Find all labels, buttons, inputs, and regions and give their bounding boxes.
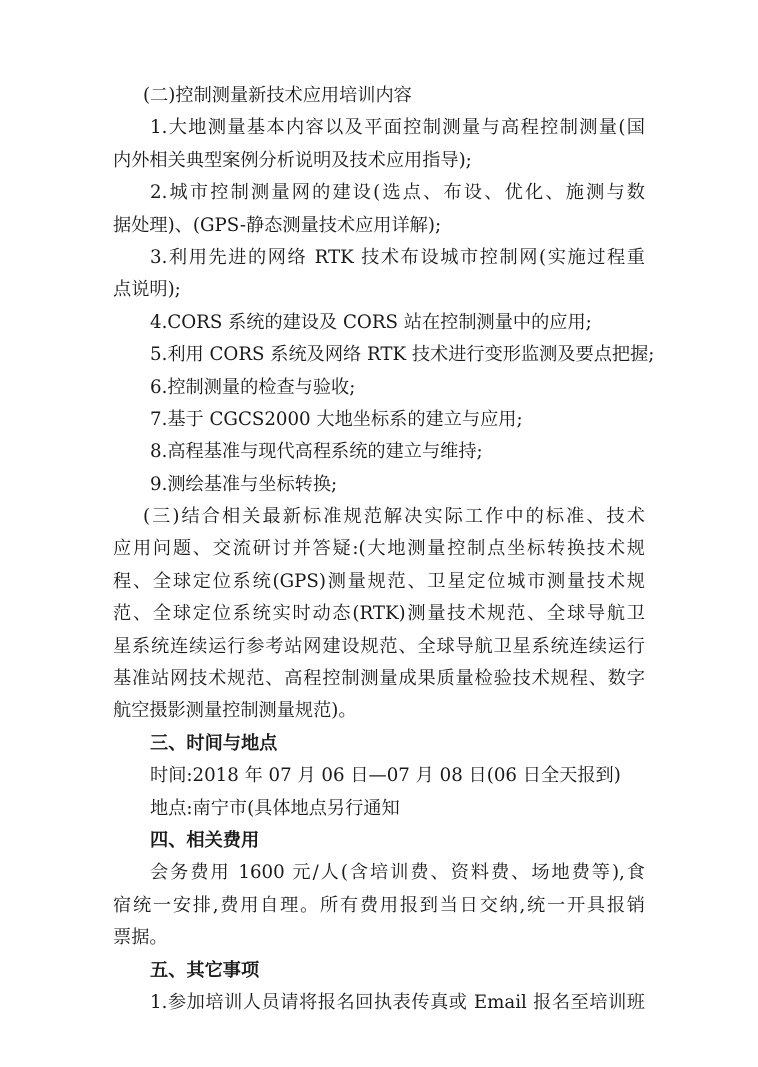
section2-item-9: 9.测绘基准与坐标转换; <box>150 473 338 495</box>
document-page <box>113 80 655 1019</box>
section2-item-4: 4.CORS 系统的建设及 CORS 站在控制测量中的应用; <box>150 311 592 333</box>
fees-line-3: 票据。 <box>113 927 168 949</box>
time-line: 时间:2018 年 07 月 06 日—07 月 08 日(06 日全天报到) <box>150 765 621 787</box>
section3-sub-line-6: 基准站网技术规范、高程控制测量成果质量检验技术规程、数字 <box>113 668 645 690</box>
section3-sub-line-4: 范、全球定位系统实时动态(RTK)测量技术规范、全球导航卫 <box>113 603 645 625</box>
place-line: 地点:南宁市(具体地点另行通知 <box>150 797 400 819</box>
section2-item-3-line2: 点说明); <box>113 279 181 301</box>
section2-item-6: 6.控制测量的检查与验收; <box>150 376 356 398</box>
section2-title: (二)控制测量新技术应用培训内容 <box>143 85 412 106</box>
section2-item-7: 7.基于 CGCS2000 大地坐标系的建立与应用; <box>150 408 523 430</box>
section2-item-1-line2: 内外相关典型案例分析说明及技术应用指导); <box>113 149 472 171</box>
section2-item-5: 5.利用 CORS 系统及网络 RTK 技术进行变形监测及要点把握; <box>150 344 655 366</box>
section3-sub-line-7: 航空摄影测量控制测量规范)。 <box>113 700 357 722</box>
section2-item-3-line1: 3.利用先进的网络 RTK 技术布设城市控制网(实施过程重 <box>150 246 645 268</box>
section3-sub-line-2: 应用问题、交流研讨并答疑:(大地测量控制点坐标转换技术规 <box>113 538 645 560</box>
time-place-heading: 三、时间与地点 <box>150 732 278 754</box>
section3-sub-line-5: 星系统连续运行参考站网建设规范、全球导航卫星系统连续运行 <box>113 635 645 657</box>
other-heading: 五、其它事项 <box>150 959 260 981</box>
other-line-1: 1.参加培训人员请将报名回执表传真或 Email 报名至培训班 <box>150 991 645 1013</box>
fees-heading: 四、相关费用 <box>150 829 260 851</box>
section3-sub-line-3: 程、全球定位系统(GPS)测量规范、卫星定位城市测量技术规 <box>113 570 645 592</box>
fees-line-1: 会务费用 1600 元/人(含培训费、资料费、场地费等),食 <box>150 862 645 884</box>
section2-item-8: 8.高程基准与现代高程系统的建立与维持; <box>150 441 483 463</box>
section2-item-1-line1: 1.大地测量基本内容以及平面控制测量与高程控制测量(国 <box>150 117 645 139</box>
section2-item-2-line2: 据处理)、(GPS-静态测量技术应用详解); <box>113 214 442 236</box>
fees-line-2: 宿统一安排,费用自理。所有费用报到当日交纳,统一开具报销 <box>113 894 645 916</box>
section2-item-2-line1: 2.城市控制测量网的建设(选点、布设、优化、施测与数 <box>150 182 645 204</box>
section3-sub-line-1: (三)结合相关最新标准规范解决实际工作中的标准、技术 <box>143 506 645 528</box>
